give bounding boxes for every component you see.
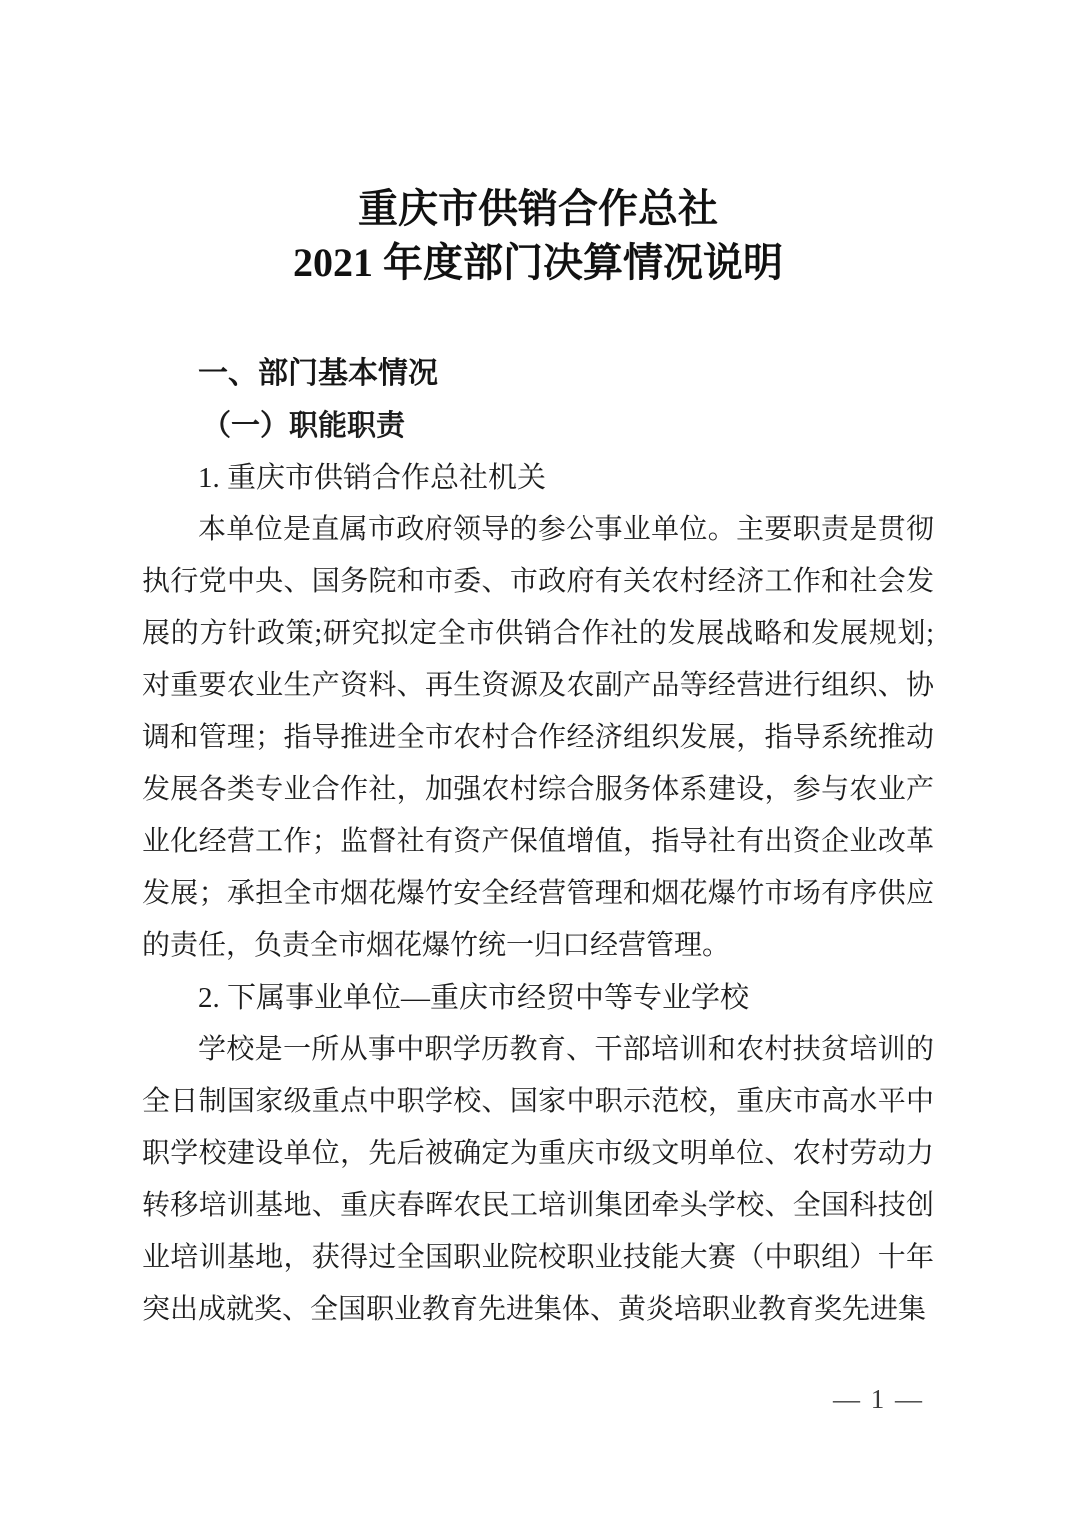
document-title bbox=[142, 182, 934, 290]
document-title-line-2: 2021 年度部门决算情况说明 bbox=[293, 240, 783, 285]
item-1-paragraph: 本单位是直属市政府领导的参公事业单位。主要职责是贯彻执行党中央、国务院和市委、市政府有关农村经济工作和社会发展的方针政策;研究拟定全市供销合作社的发展战略和发展规划;对重要农业生产资料、再生资源及农副产品等经营进行组织、协调和管理；指导推进全市农村合作经济组织发展，指导系统推动发展各类专业合作社，加强农村综合服务体系建设，参与农业产业化经营工作；监督社有资产保值增值，指导社有出资企业改革发展；承担全市烟花爆竹安全经营管理和烟花爆竹市场有序供应的责任，负责全市烟花爆竹统一归口经营管理。 bbox=[142, 514, 934, 961]
page-number: — 1 — bbox=[833, 1384, 924, 1414]
item-2-paragraph: 学校是一所从事中职学历教育、干部培训和农村扶贫培训的全日制国家级重点中职学校、国家中职示范校，重庆市高水平中职学校建设单位，先后被确定为重庆市级文明单位、农村劳动力转移培训基地、重庆春晖农民工培训集团牵头学校、全国科技创业培训基地，获得过全国职业院校职业技能大赛（中职组）十年突出成就奖、全国职业教育先进集体、黄炎培职业教育奖先进集 bbox=[142, 1034, 934, 1325]
document-title-line-1: 重庆市供销合作总社 bbox=[358, 186, 718, 231]
item-1-heading: 1. 重庆市供销合作总社机关 bbox=[198, 462, 547, 494]
page-content bbox=[142, 0, 934, 1520]
section-heading: 一、部门基本情况 bbox=[198, 357, 438, 390]
item-2-heading: 2. 下属事业单位—重庆市经贸中等专业学校 bbox=[198, 982, 750, 1014]
subsection-heading: （一）职能职责 bbox=[202, 410, 406, 442]
